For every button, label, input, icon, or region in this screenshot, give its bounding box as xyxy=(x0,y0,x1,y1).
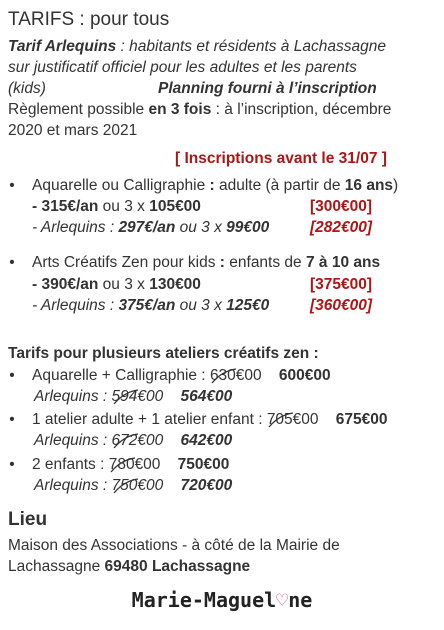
old-price-text: 780€00 xyxy=(108,456,161,473)
page-title: TARIFS : pour tous xyxy=(8,9,170,30)
arts-kids-arleq-split: 125€0 xyxy=(226,297,270,314)
old-price-text: 705€00 xyxy=(266,411,319,428)
reglement-line xyxy=(8,100,391,120)
aquarelle-arleq-year: 297€/an xyxy=(118,219,176,236)
lieu-heading: Lieu xyxy=(8,509,48,530)
aquarelle-colon: : xyxy=(209,177,219,194)
old-price-text: 672€00 xyxy=(111,432,164,449)
arlequins-label: Arlequins : xyxy=(34,388,112,405)
new-price: 675€00 xyxy=(335,411,388,428)
old-price xyxy=(112,431,164,451)
signature-text-end: ne xyxy=(288,588,313,612)
bullet-multi-2: • xyxy=(9,411,15,428)
old-price xyxy=(109,455,161,475)
arts-kids-title xyxy=(32,253,380,273)
aquarelle-title xyxy=(32,176,398,196)
kids-label: (kids) xyxy=(8,80,46,97)
or-text: ou 3 x xyxy=(98,276,150,293)
signature xyxy=(0,588,444,612)
old-price xyxy=(112,476,164,496)
deadline-note: [ Inscriptions avant le 31/07 ] xyxy=(175,150,387,167)
multi-item-3-arlequins xyxy=(34,476,232,496)
new-price: 750€00 xyxy=(177,456,230,473)
heart-icon: ♡ xyxy=(276,588,289,612)
old-price-text: 750€00 xyxy=(111,477,164,494)
multi-item-3 xyxy=(32,455,229,475)
arts-kids-price-line xyxy=(32,275,408,295)
aquarelle-end: ) xyxy=(393,177,399,194)
or-text: ou 3 x xyxy=(98,198,150,215)
reglement-line-2: 2020 et mars 2021 xyxy=(8,122,138,139)
signature-text: Marie-Maguel xyxy=(131,588,277,612)
arts-kids-colon: : xyxy=(219,254,230,271)
arlequins-label: - Arlequins : xyxy=(32,297,119,314)
lieu-postcode: 69480 Lachassagne xyxy=(104,558,251,575)
arlequins-label: Tarif Arlequins xyxy=(8,38,117,55)
old-price xyxy=(267,410,319,430)
or-text: ou 3 x xyxy=(175,297,227,314)
arlequins-line xyxy=(8,37,386,57)
multi-item-1-arlequins xyxy=(34,387,232,407)
lieu-line-1: Maison des Associations - à côté de la Mairie de xyxy=(8,537,340,554)
planning-note: Planning fourni à l’inscription xyxy=(158,80,377,97)
aquarelle-arleq-bracket: [282€00] xyxy=(309,219,372,236)
arts-kids-audience: enfants de xyxy=(229,254,306,271)
aquarelle-price-split: 105€00 xyxy=(149,198,201,215)
lieu-town: Lachassagne xyxy=(8,558,105,575)
aquarelle-arleq-split: 99€00 xyxy=(226,219,270,236)
old-price xyxy=(210,366,262,386)
dash: - xyxy=(32,276,42,293)
new-price: 642€00 xyxy=(180,432,233,449)
justificatif-line: sur justificatif officiel pour les adultes et les parents xyxy=(8,59,357,76)
old-price-text: 594€00 xyxy=(111,388,164,405)
multi-item-2 xyxy=(32,410,388,430)
aquarelle-arlequins-line xyxy=(32,218,408,238)
multi-item-label: 1 atelier adulte + 1 atelier enfant : xyxy=(32,411,267,428)
arlequins-text: : habitants et résidents à Lachassagne xyxy=(116,38,386,55)
reglement-text: Règlement possible xyxy=(8,101,149,118)
or-text: ou 3 x xyxy=(175,219,227,236)
reglement-text-2: : à l’inscription, décembre xyxy=(211,101,392,118)
new-price: 720€00 xyxy=(180,477,233,494)
arts-kids-arleq-year: 375€/an xyxy=(118,297,176,314)
bullet-multi-3: • xyxy=(9,456,15,473)
arts-kids-ages: 7 à 10 ans xyxy=(305,254,381,271)
arts-kids-arlequins-line xyxy=(32,296,408,316)
new-price: 564€00 xyxy=(180,388,233,405)
bullet-aquarelle: • xyxy=(9,177,15,194)
arlequins-label: - Arlequins : xyxy=(32,219,119,236)
arlequins-label: Arlequins : xyxy=(34,477,112,494)
aquarelle-audience: adulte (à partir de xyxy=(218,177,345,194)
aquarelle-price-year: 315€/an xyxy=(41,198,99,215)
bullet-arts-kids: • xyxy=(9,254,15,271)
dash: - xyxy=(32,198,42,215)
reglement-bold: en 3 fois xyxy=(148,101,212,118)
multi-item-label: Aquarelle + Calligraphie : xyxy=(32,367,210,384)
aquarelle-label: Aquarelle ou Calligraphie xyxy=(32,177,210,194)
multi-item-2-arlequins xyxy=(34,431,232,451)
aquarelle-price-line xyxy=(32,197,408,217)
new-price: 600€00 xyxy=(278,367,331,384)
aquarelle-price-bracket: [300€00] xyxy=(309,198,372,215)
arts-kids-price-split: 130€00 xyxy=(149,276,201,293)
arts-kids-price-bracket: [375€00] xyxy=(309,276,372,293)
old-price-text: 630€00 xyxy=(209,367,262,384)
multi-heading: Tarifs pour plusieurs ateliers créatifs zen : xyxy=(8,345,319,362)
arts-kids-arleq-bracket: [360€00] xyxy=(309,297,372,314)
aquarelle-age: 16 ans xyxy=(344,177,394,194)
multi-item-label: 2 enfants : xyxy=(32,456,109,473)
arts-kids-price-year: 390€/an xyxy=(41,276,99,293)
arts-kids-label: Arts Créatifs Zen pour kids xyxy=(32,254,220,271)
old-price xyxy=(112,387,164,407)
bullet-multi-1: • xyxy=(9,367,15,384)
multi-item-1 xyxy=(32,366,331,386)
arlequins-label: Arlequins : xyxy=(34,432,112,449)
lieu-line-2 xyxy=(8,557,250,577)
